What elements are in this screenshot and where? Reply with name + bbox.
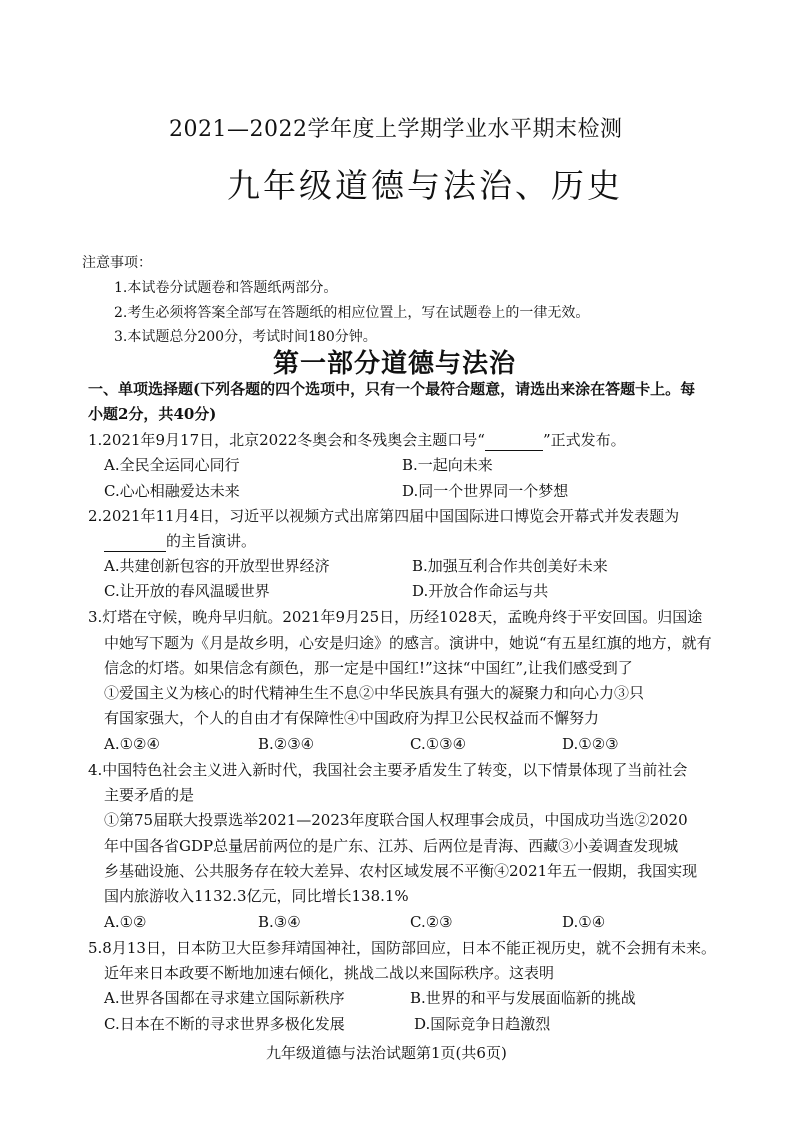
option: A.共建创新包容的开放型世界经济	[104, 557, 330, 575]
option: C.①③④	[410, 735, 467, 753]
option: C.让开放的春风温暖世界	[104, 582, 270, 600]
option: D.开放合作命运与共	[412, 582, 549, 600]
option: B.②③④	[258, 735, 315, 753]
option: B.一起向未来	[402, 456, 493, 474]
option: D.同一个世界同一个梦想	[402, 482, 569, 500]
question-4-line: ①第75届联大投票选举2021—2023年度联合国人权理事会成员，中国成功当选②2020	[104, 811, 688, 829]
option: C.日本在不断的寻求世界多极化发展	[104, 1015, 345, 1033]
question-1-stem-part: 1.2021年9月17日，北京2022冬奥会和冬残奥会主题口号“	[88, 431, 485, 449]
section-instruction-line: 小题2分，共40分)	[88, 405, 217, 423]
note-item: 1.本试卷分试题卷和答题纸两部分。	[114, 280, 338, 296]
option: B.加强互利合作共创美好未来	[412, 557, 608, 575]
option: D.①②③	[562, 735, 619, 753]
part-title: 第一部分道德与法治	[273, 349, 517, 379]
page-footer: 九年级道德与法治试题第1页(共6页)	[266, 1044, 507, 1062]
notes-heading: 注意事项：	[82, 255, 152, 271]
option: A.①②④	[104, 735, 160, 753]
question-4-line: 国内旅游收入1132.3亿元，同比增长138.1%	[104, 887, 409, 905]
option: B.③④	[258, 913, 301, 931]
question-4-line: 乡基础设施、公共服务存在较大差异、农村区域发展不平衡④2021年五一假期，我国实现	[104, 862, 698, 880]
note-item: 3.本试题总分200分，考试时间180分钟。	[114, 329, 377, 345]
option: A.全民全运同心同行	[104, 456, 240, 474]
question-2-stem-part: 的主旨演讲。	[166, 532, 257, 550]
question-5-line: 近年来日本政要不断地加速右倾化，挑战二战以来国际秩序。这表明	[104, 964, 555, 982]
question-3-line: 3.灯塔在守候，晚舟早归航。2021年9月25日，历经1028天，孟晚舟终于平安回国。归国途	[88, 608, 703, 626]
option: A.世界各国都在寻求建立国际新秩序	[104, 989, 345, 1007]
answer-blank	[104, 535, 166, 552]
question-5-line: 5.8月13日，日本防卫大臣参拜靖国神社，国防部回应，日本不能正视历史，就不会拥有未来。	[88, 939, 716, 957]
question-4-line: 4.中国特色社会主义进入新时代，我国社会主要矛盾发生了转变，以下情景体现了当前社会	[88, 761, 688, 779]
question-3-line: 中她写下题为《月是故乡明，心安是归途》的感言。演讲中，她说“有五星红旗的地方，就有	[104, 634, 712, 652]
option: C.②③	[410, 913, 453, 931]
answer-blank	[485, 434, 543, 451]
section-instruction-line: 一、单项选择题(下列各题的四个选项中，只有一个最符合题意，请选出来涂在答题卡上。每	[88, 380, 696, 398]
question-3-line: ①爱国主义为核心的时代精神生生不息②中华民族具有强大的凝聚力和向心力③只	[104, 684, 645, 702]
question-4-line: 年中国各省GDP总量居前两位的是广东、江苏、后两位是青海、西藏③小姜调查发现城	[104, 837, 679, 855]
question-2-stem: 2.2021年11月4日，习近平以视频方式出席第四届中国国际进口博览会开幕式并发表题为	[88, 507, 680, 525]
question-2-stem	[104, 530, 256, 552]
option: D.①④	[562, 913, 606, 931]
question-3-line: 信念的灯塔。如果信念有颜色，那一定是中国红!”这抹“中国红”,让我们感受到了	[104, 659, 633, 677]
exam-subtitle: 2021—2022学年度上学期学业水平期末检测	[169, 117, 623, 142]
question-3-line: 有国家强大，个人的自由才有保障性④中国政府为捍卫公民权益而不懈努力	[104, 709, 600, 727]
question-1-stem	[88, 429, 626, 451]
question-4-line: 主要矛盾的是	[104, 786, 195, 804]
note-item: 2.考生必须将答案全部写在答题纸的相应位置上，写在试题卷上的一律无效。	[114, 305, 590, 321]
question-1-stem-part: ”正式发布。	[542, 431, 626, 449]
option: C.心心相融爱达未来	[104, 482, 240, 500]
option: D.国际竞争日趋激烈	[414, 1015, 551, 1033]
exam-title: 九年级道德与法治、历史	[227, 166, 623, 205]
option: B.世界的和平与发展面临新的挑战	[410, 989, 636, 1007]
option: A.①②	[104, 913, 147, 931]
